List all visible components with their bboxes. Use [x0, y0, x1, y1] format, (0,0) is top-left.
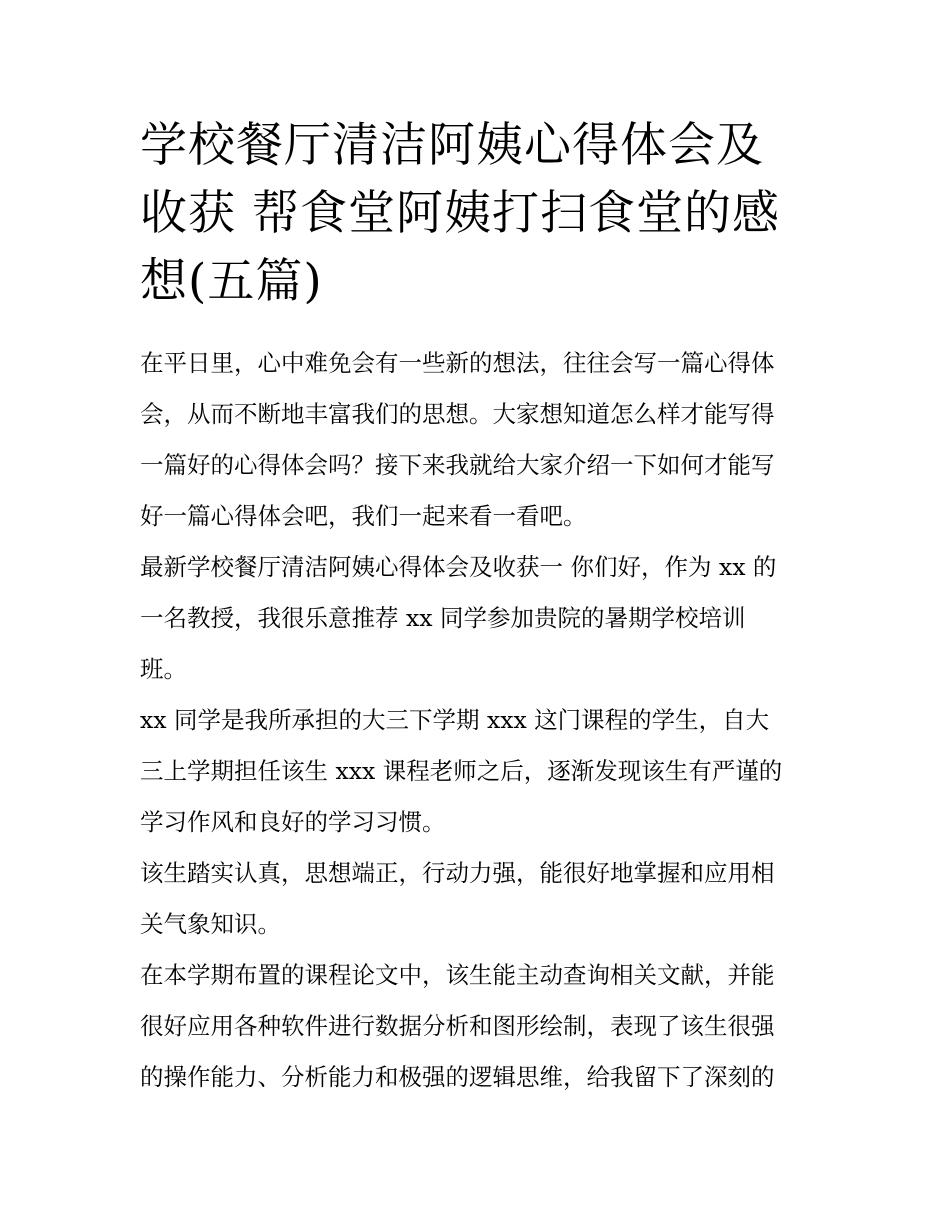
document-body	[140, 112, 812, 1103]
paragraph-course-paper: 在本学期布置的课程论文中，该生能主动查询相关文献，并能 很好应用各种软件进行数据分析和图形绘制，表现了该生很强 的操作能力、分析能力和极强的逻辑思维，给我留下了深刻的	[140, 961, 775, 1091]
paragraph-intro: 在平日里，心中难免会有一些新的想法，往往会写一篇心得体 会，从而不断地丰富我们的思想。大家想知道怎么样才能写得 一篇好的心得体会吗？接下来我就给大家介绍一下如何才能写 好一篇心得体会吧，我们一起来看一看吧。	[140, 349, 775, 530]
paragraph-student-attitude: 该生踏实认真，思想端正，行动力强，能很好地掌握和应用相 关气象知识。	[140, 859, 775, 938]
document-title: 学校餐厅清洁阿姨心得体会及 收获 帮食堂阿姨打扫食堂的感 想(五篇)	[140, 118, 780, 309]
paragraph-recommendation: 最新学校餐厅清洁阿姨心得体会及收获一 你们好，作为 xx 的 一名教授，我很乐意推荐 xx 同学参加贵院的暑期学校培训 班。	[140, 553, 777, 683]
paragraph-student-course: xx 同学是我所承担的大三下学期 xxx 这门课程的学生，自大 三上学期担任该生 xxx 课程老师之后，逐渐发现该生有严谨的 学习作风和良好的学习习惯。	[140, 706, 783, 836]
